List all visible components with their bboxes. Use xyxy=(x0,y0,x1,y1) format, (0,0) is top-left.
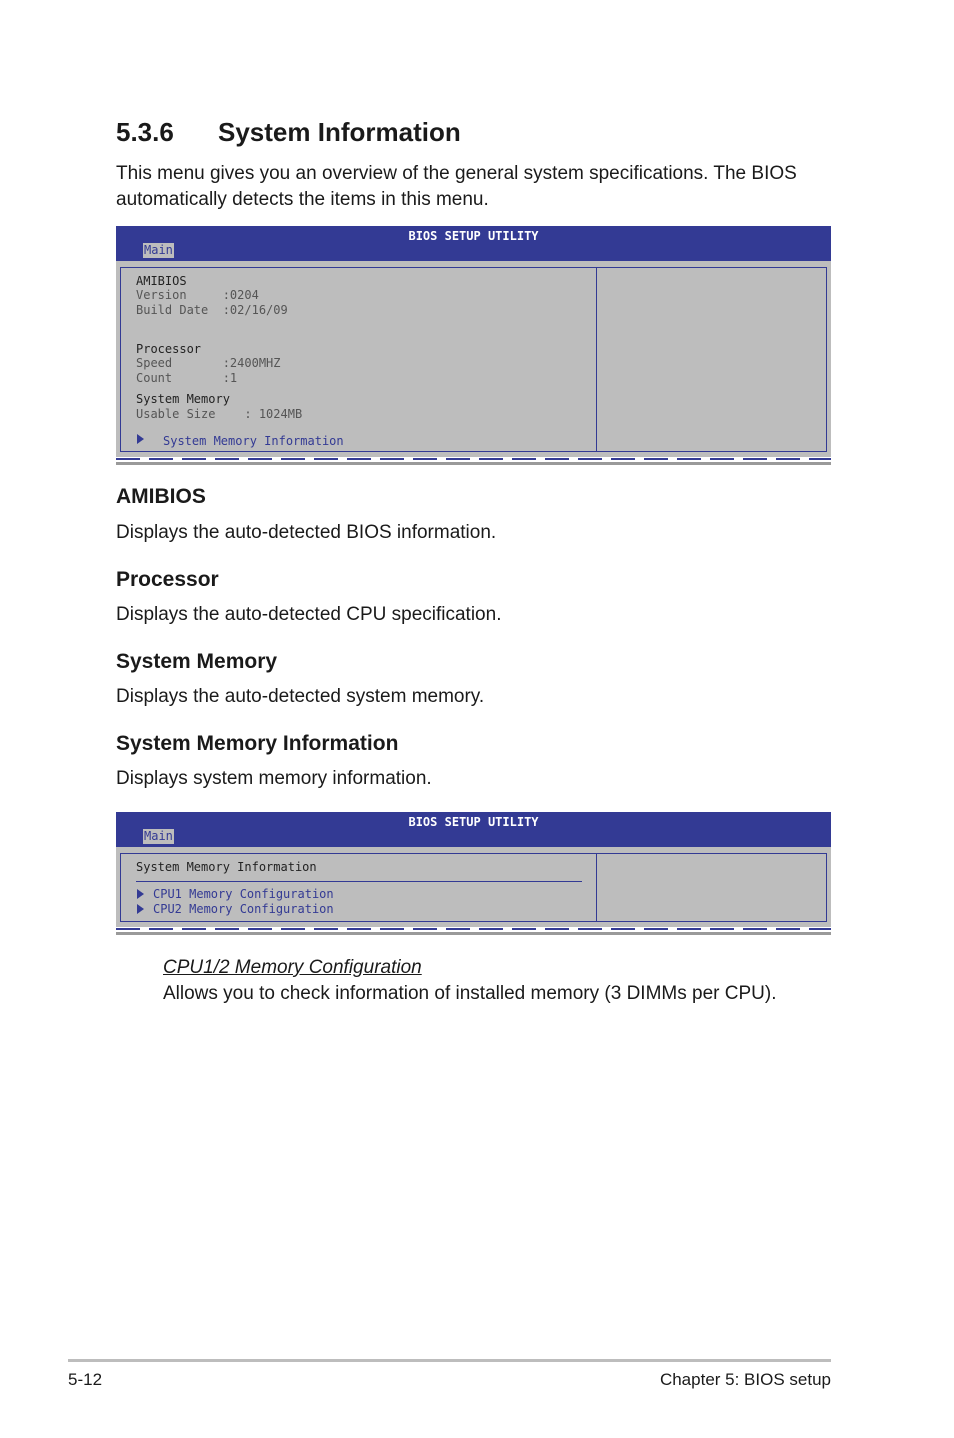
bios-tab-main[interactable]: Main xyxy=(144,243,173,257)
system-memory-label: System Memory xyxy=(136,392,230,406)
processor-count: Count :1 xyxy=(136,371,238,385)
bios-bottom-rule xyxy=(116,462,831,465)
bios2-dash-line xyxy=(116,928,831,930)
processor-speed: Speed :2400MHZ xyxy=(136,356,281,370)
heading-amibios: AMIBIOS xyxy=(116,485,206,508)
bios-version: Version :0204 xyxy=(136,288,259,302)
submenu-arrow-icon xyxy=(137,434,144,444)
bios-left-panel xyxy=(121,268,597,451)
heading-processor: Processor xyxy=(116,568,219,591)
bios2-tab-main[interactable]: Main xyxy=(144,829,173,843)
bios-build-date: Build Date :02/16/09 xyxy=(136,303,288,317)
chapter-label: Chapter 5: BIOS setup xyxy=(659,1370,831,1389)
heading-system-memory-information: System Memory Information xyxy=(116,732,399,755)
submenu-cpu1-memory-configuration[interactable]: CPU1 Memory Configuration xyxy=(153,887,334,901)
cpu1-arrow-icon xyxy=(137,889,144,899)
bios-dash-line xyxy=(116,458,831,460)
submenu-cpu2-memory-configuration[interactable]: CPU2 Memory Configuration xyxy=(153,902,334,916)
bios2-frame xyxy=(120,853,827,922)
heading-system-memory: System Memory xyxy=(116,650,278,673)
footer-rule xyxy=(68,1359,831,1362)
subsection-desc: Allows you to check information of installed memory (3 DIMMs per CPU). xyxy=(163,983,777,1004)
bios-screen-main xyxy=(116,226,831,466)
bios-frame xyxy=(120,267,827,452)
bios-screen-memory xyxy=(116,812,831,936)
cpu2-arrow-icon xyxy=(137,904,144,914)
section-title: System Information xyxy=(218,117,461,147)
bios2-title: BIOS SETUP UTILITY xyxy=(408,815,539,829)
bios2-bottom-rule xyxy=(116,932,831,935)
memory-info-header: System Memory Information xyxy=(136,860,317,874)
submenu-system-memory-information[interactable]: System Memory Information xyxy=(163,434,344,448)
header-underline xyxy=(136,881,582,882)
intro-paragraph: This menu gives you an overview of the general system specifications. The BIOS automatically detects the items in this menu. xyxy=(116,163,797,210)
bios2-left-panel xyxy=(121,854,597,921)
bios2-title-bar xyxy=(116,812,831,847)
page-number: 5-12 xyxy=(68,1370,103,1389)
bios-body xyxy=(116,261,831,457)
desc-system-memory-information: Displays system memory information. xyxy=(116,768,432,789)
processor-label: Processor xyxy=(136,342,202,356)
desc-system-memory: Displays the auto-detected system memory. xyxy=(116,686,485,707)
section-number: 5.3.6 xyxy=(116,117,174,147)
bios-title: BIOS SETUP UTILITY xyxy=(408,229,539,243)
bios2-body xyxy=(116,847,831,927)
subsection-title: CPU1/2 Memory Configuration xyxy=(163,957,422,978)
desc-amibios: Displays the auto-detected BIOS information. xyxy=(116,522,497,543)
bios-title-bar xyxy=(116,226,831,261)
usable-size: Usable Size : 1024MB xyxy=(136,407,303,421)
desc-processor: Displays the auto-detected CPU specification. xyxy=(116,604,502,625)
amibios-label: AMIBIOS xyxy=(136,274,187,288)
